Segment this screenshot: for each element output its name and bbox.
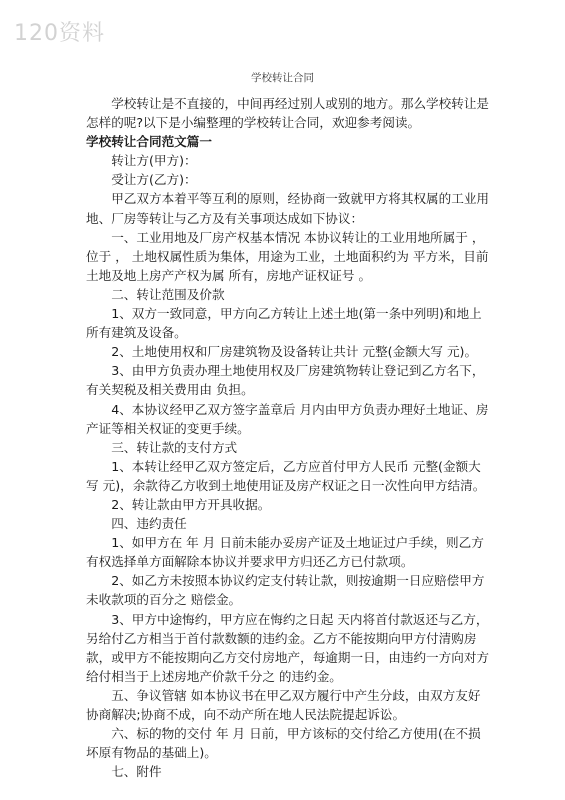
paragraph: 1、双方一致同意，甲方向乙方转让上述土地(第一条中列明)和地上所有建筑及设备。 (86, 306, 482, 341)
paragraph: 三、转让款的支付方式 (111, 439, 238, 455)
paragraph: 二、转让范围及价款 (111, 286, 225, 302)
paragraph: 受让方(乙方)： (111, 172, 197, 188)
paragraph: 六、标的物的交付 年 月 日前，甲方该标的交付给乙方使用(在不损坏原有物品的基础上)。 (86, 726, 481, 761)
document-body (86, 94, 491, 781)
paragraph: 甲乙双方本着平等互利的原则，经协商一致就甲方将其权属的工业用地、厂房等转让与乙方及有关事项达成如下协议： (86, 191, 489, 226)
paragraph: 四、违约责任 (111, 516, 187, 532)
paragraph: 七、附件 (111, 764, 162, 780)
paragraph: 1、如甲方在 年 月 日前未能办妥房产证及土地证过户手续，则乙方有权选择单方面解除本协议并要求甲方归还乙方已付款项。 (86, 535, 484, 570)
section-heading: 学校转让合同范文篇一 (86, 134, 212, 150)
paragraph: 3、甲方中途悔约，甲方应在悔约之日起 天内将首付款返还与乙方，另给付乙方相当于首付款数额的违约金。乙方不能按期向甲方付清购房款，或甲方不能按期向乙方交付房地产，每逾期一日，由违约一方向对方给付相当于上述房地产价款千分之 的违约金。 (86, 611, 489, 684)
paragraph: 一、工业用地及厂房产权基本情况 本协议转让的工业用地所属于 ，位于 ， 土地权属性质为集体，用途为工业，土地面积约为 平方米，目前土地及地上房产产权为属 所有，房地产证权证号 。 (86, 229, 489, 283)
watermark-logo: 120资料 (14, 21, 105, 46)
paragraph: 2、转让款由甲方开具收据。 (111, 496, 271, 512)
paragraph: 1、本转让经甲乙双方签定后，乙方应首付甲方人民币 元整(金额大写 元)，余款待乙方收到土地使用证及房产权证之日一次性向甲方结清。 (86, 458, 486, 493)
paragraph: 五、争议管辖 如本协议书在甲乙双方履行中产生分歧，由双方友好协商解决;协商不成，向不动产所在地人民法院提起诉讼。 (86, 687, 481, 722)
paragraph: 2、土地使用权和厂房建筑物及设备转让共计 元整(金额大写 元)。 (111, 344, 478, 360)
paragraph: 学校转让是不直接的，中间再经过别人或别的地方。那么学校转让是怎样的呢?以下是小编整理的学校转让合同，欢迎参考阅读。 (86, 96, 489, 131)
paragraph: 4、本协议经甲乙双方签字盖章后 月内由甲方负责办理好土地证、房产证等相关权证的变更手续。 (86, 401, 489, 436)
paragraph: 转让方(甲方)： (111, 153, 197, 169)
document-title: 学校转让合同 (251, 72, 314, 84)
paragraph: 2、如乙方未按照本协议约定支付转让款，则按逾期一日应赔偿甲方未收款项的百分之 赔偿金。 (86, 573, 485, 608)
paragraph: 3、由甲方负责办理土地使用权及厂房建筑物转让登记到乙方名下，有关契税及相关费用由 负担。 (86, 363, 485, 398)
